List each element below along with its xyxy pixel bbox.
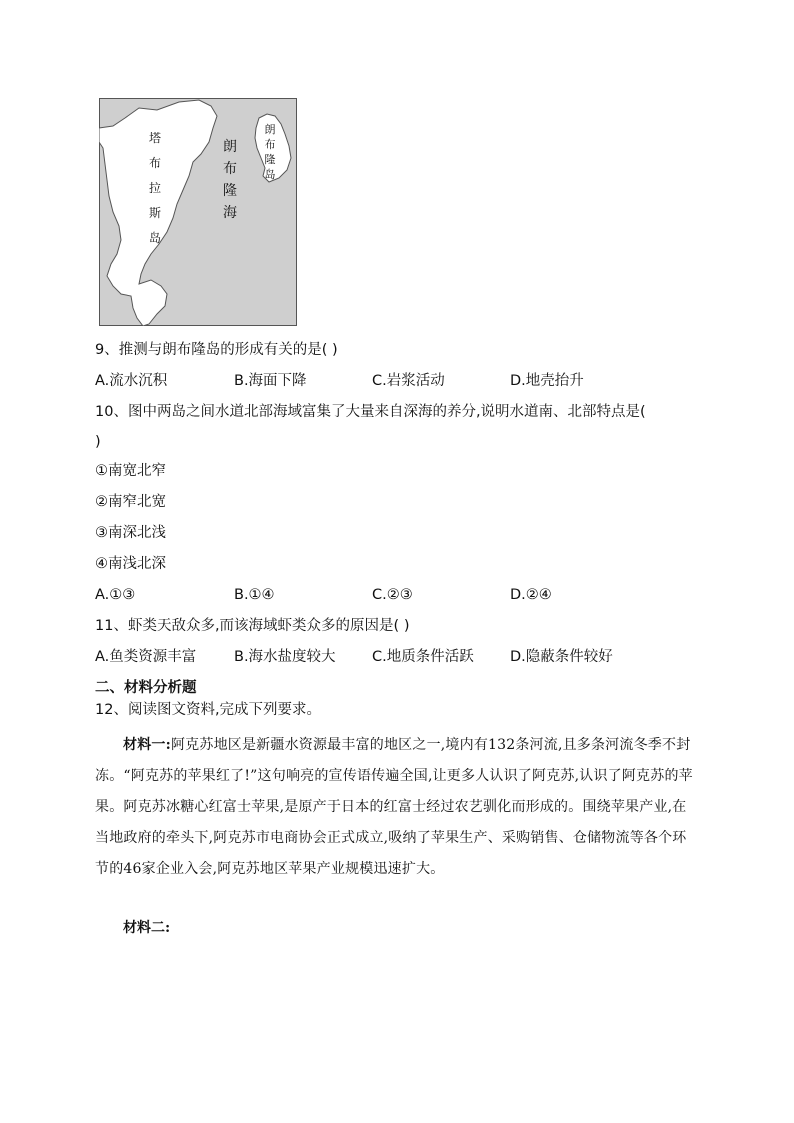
material-1-label: 材料一:	[123, 737, 171, 753]
q9-option-c: C.岩浆活动	[372, 373, 445, 389]
material-1-paragraph	[95, 730, 700, 885]
q10-option-b: B.①④	[234, 587, 275, 603]
q10-stem-cont: )	[95, 434, 101, 450]
q10-statement-4: ④南浅北深	[95, 556, 166, 572]
q12-stem: 12、阅读图文资料,完成下列要求。	[95, 702, 322, 718]
q10-statement-2: ②南窄北宽	[95, 494, 166, 510]
q11-stem: 11、虾类天敌众多,而该海域虾类众多的原因是( )	[95, 618, 410, 634]
q9-option-b: B.海面下降	[234, 373, 307, 389]
q9-option-a: A.流水沉积	[95, 373, 168, 389]
q9-option-d: D.地壳抬升	[510, 373, 584, 389]
q11-option-d: D.隐蔽条件较好	[510, 649, 613, 665]
q10-option-c: C.②③	[372, 587, 413, 603]
q10-statement-3: ③南深北浅	[95, 525, 166, 541]
material-2-label: 材料二:	[123, 920, 171, 936]
material-1-text: 阿克苏地区是新疆水资源最丰富的地区之一,境内有132条河流,且多条河流冬季不封冻。“阿克苏的苹果红了!”这句响亮的宣传语传遍全国,让更多人认识了阿克苏,认识了阿克苏的苹果。阿克苏冰糖心红富士苹果,是原产于日本的红富士经过农艺驯化而形成的。围绕苹果产业,在当地政府的牵头下,阿克苏市电商协会正式成立,吸纳了苹果生产、采购销售、仓储物流等各个环节的46家企业入会,阿克苏地区苹果产业规模迅速扩大。	[95, 737, 693, 877]
q10-option-d: D.②④	[510, 587, 552, 603]
label-romblon-island: 朗 布 隆 岛	[264, 123, 276, 181]
section-title: 二、材料分析题	[95, 680, 197, 696]
q10-statement-1: ①南宽北窄	[95, 463, 166, 479]
label-tablas-island: 塔 布 拉 斯 岛	[148, 131, 161, 245]
q11-option-a: A.鱼类资源丰富	[95, 649, 197, 665]
q11-option-c: C.地质条件活跃	[372, 649, 474, 665]
q11-option-b: B.海水盐度较大	[234, 649, 336, 665]
q10-stem: 10、图中两岛之间水道北部海域富集了大量来自深海的养分,说明水道南、北部特点是(	[95, 404, 646, 420]
q9-stem: 9、推测与朗布隆岛的形成有关的是( )	[95, 342, 338, 358]
q10-option-a: A.①③	[95, 587, 136, 603]
label-romblon-sea: 朗 布 隆 海	[223, 139, 237, 221]
